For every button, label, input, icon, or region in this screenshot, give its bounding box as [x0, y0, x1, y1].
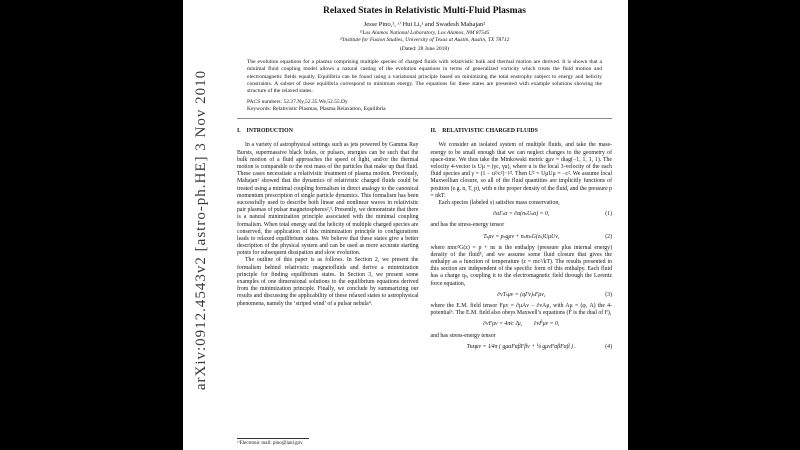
fluids-paragraph-1: We consider an isolated system of multiple fluids, and take the mass-energy to be small enough that we can neglect changes to the geometry of space-time. We thus take the Minkowski metric gμν = diag(−1, 1, 1, 1). The velocity 4-vector is Uμ = (γc, γu), where u is the local 3-velocity of the each fluid species and γ = (1 − u²/c²)⁻¹⁄². Then U² = UμUμ = −c². We assume local Maxwellian closure, so all of the fluid quantities are implicitly functions of position (e.g. n, T, p), with n the proper density of the fluid, and the pressure p = nkT. — [430, 142, 612, 199]
equation-maxwell — [431, 321, 613, 328]
author-line: Jesse Pino,¹, ᵃ⁾ Hui Li,¹ and Swadesh Mahajan² — [363, 21, 486, 28]
left-column — [237, 128, 419, 355]
equation-2-number: (2) — [605, 233, 612, 240]
arxiv-stamp-vertical-text: arXiv:0912.4543v2 [astro-ph.HE] 3 Nov 2010 — [193, 69, 209, 391]
title-block-rule — [237, 118, 612, 119]
fluids-paragraph-3: and has the stress-energy tensor — [430, 222, 505, 229]
intro-paragraph-2: The outline of this paper is as follows. In Section 2, we present the formalism behind relativistic magnetofluids and derive a minimization principle for finding equilibrium states. In Section 3, we present some examples of one dimensional solutions to the equilibrium equations derived from the minimization principle. Finally, we conclude by summarizing our results and discussing the applicability of these relaxed states to astrophysical phenomena, namely the ‘striped wind’ of a pulsar nebula⁴. — [237, 257, 419, 307]
dated-line: (Dated: 28 June 2018) — [399, 46, 450, 52]
equation-4 — [431, 344, 613, 351]
equation-3 — [431, 292, 613, 299]
equation-1-number: (1) — [605, 211, 612, 218]
intro-paragraph-1: In a variety of astrophysical settings such as jets powered by Gamma Ray Bursts, supermassive black holes, or pulsars, energies can be such that the bulk motion of a fluid approaches the speed of light, and/or the thermal motion is comparable to the rest mass of the particles that make up that fluid. These cases necessitate a relativistic treatment of plasma motion. Previously, Mahajan¹ showed that the dynamics of relativistic charged fluids could be treated using a minimal coupling formalism in direct analogy to the canonical momentum prescription of single particle dynamics. This formalism has been successfully used to describe both linear and nonlinear waves in relativistic pair plasmas of pulsar magnetospheres²,³. Presently, we demonstrate that there is a natural minimization principle associated with the minimal coupling formalism. When total energy and the helicity of multiple charged species are conserved, the application of this minimization principle to configurations leads to relaxed equilibrium states. We believe that these states give a better description of the physical system and can be used as more accurate starting points for subsequent dissipation and slow evolution. — [237, 142, 419, 257]
paper-page — [183, 0, 628, 450]
paper-content — [237, 0, 612, 355]
two-column-body — [237, 128, 612, 355]
equation-1-body: ∂αΓₛα = ∂α(nₛUₛα) = 0, — [493, 211, 550, 218]
section-heading-relativistic-charged-fluids: II. RELATIVISTIC CHARGED FLUIDS — [430, 128, 538, 135]
equation-3-number: (3) — [605, 291, 612, 298]
equation-3-body: ∂νTₛμν = (qΓν)ₛFμν, — [497, 291, 546, 298]
right-column — [431, 128, 613, 355]
equation-4-number: (4) — [605, 343, 612, 350]
paper-title: Relaxed States in Relativistic Multi-Fluid Plasmas — [323, 6, 526, 16]
equation-4-body: Tᴇᴍμν = 1⁄4π ( gμαFαβFβν + ¼ gμνFαβFαβ ) . — [466, 343, 576, 350]
fluids-paragraph-5: where the E.M. field tensor Fμν = ∂μAν − ∂νAμ, with Aμ = (φ, A) the 4-potential⁶. The E.M. field also obeys Maxwell’s equations (F̃ is the dual of F), — [430, 303, 612, 317]
footnote-rule — [237, 438, 309, 439]
keywords-line: Keywords: Relativistic Plasmas, Plasma Relaxation, Equilibria — [247, 106, 386, 113]
abstract-text: The evolution equations for a plasma comprising multiple species of charged fluids with relativistic bulk and thermal motion are derived. It is shown that a minimal fluid coupling model allows a natural casting of the evolution equations in terms of generalized vorticity which treats the fluid motion and electromagnetic fields equally. Equilibria can be found using a variational principle based on minimizing the total enstrophy subject to energy and helicity constraints. A subset of these equilibria correspond to minimum energy. The equations for these states are presented with example solutions showing the structure of the relaxed states. — [247, 59, 602, 94]
footnote-text: ᵃ⁾Electronic mail: pino@lanl.gov — [237, 440, 303, 446]
fluids-paragraph-4: where nmc²G(z) = p + nε is the enthalpy (pressure plus internal energy) density of the fluid⁵, and we assume some fluid closure that gives the enthalpy as a function of temperature (z = mc²/kT). The results presented in this section are independent of the specific form of this enthalpy. Each fluid has a charge qₛ, coupling it to the electromagnetic field through the Lorentz force equation, — [430, 244, 612, 287]
equation-2-body: Tₛμν = pₛgμν + nₛmₛG(zₛ)UμUν, — [483, 233, 560, 240]
fluids-paragraph-2: Each species (labeled s) satisfies mass conservation, — [438, 199, 560, 206]
footnote-block — [237, 438, 419, 448]
fluids-paragraph-6: and has stress-energy tensor — [430, 332, 496, 339]
equation-1 — [431, 211, 613, 218]
equation-maxwell-body: ∂νFμν = 4π⁄c Jμ, ∂νF̃μν = 0, — [483, 321, 560, 328]
affiliation-2: ²⁾Institute for Fusion Studies, University of Texas at Austin, Austin, TX 78712 — [339, 37, 510, 43]
section-heading-introduction: I. INTRODUCTION — [237, 128, 293, 135]
affiliation-1: ¹⁾Los Alamos National Laboratory, Los Alamos, NM 87545 — [359, 29, 490, 36]
pacs-line: PACS numbers: 52.27.Ny,52.35.We,52.55.Dy — [247, 99, 348, 106]
equation-2 — [431, 234, 613, 241]
